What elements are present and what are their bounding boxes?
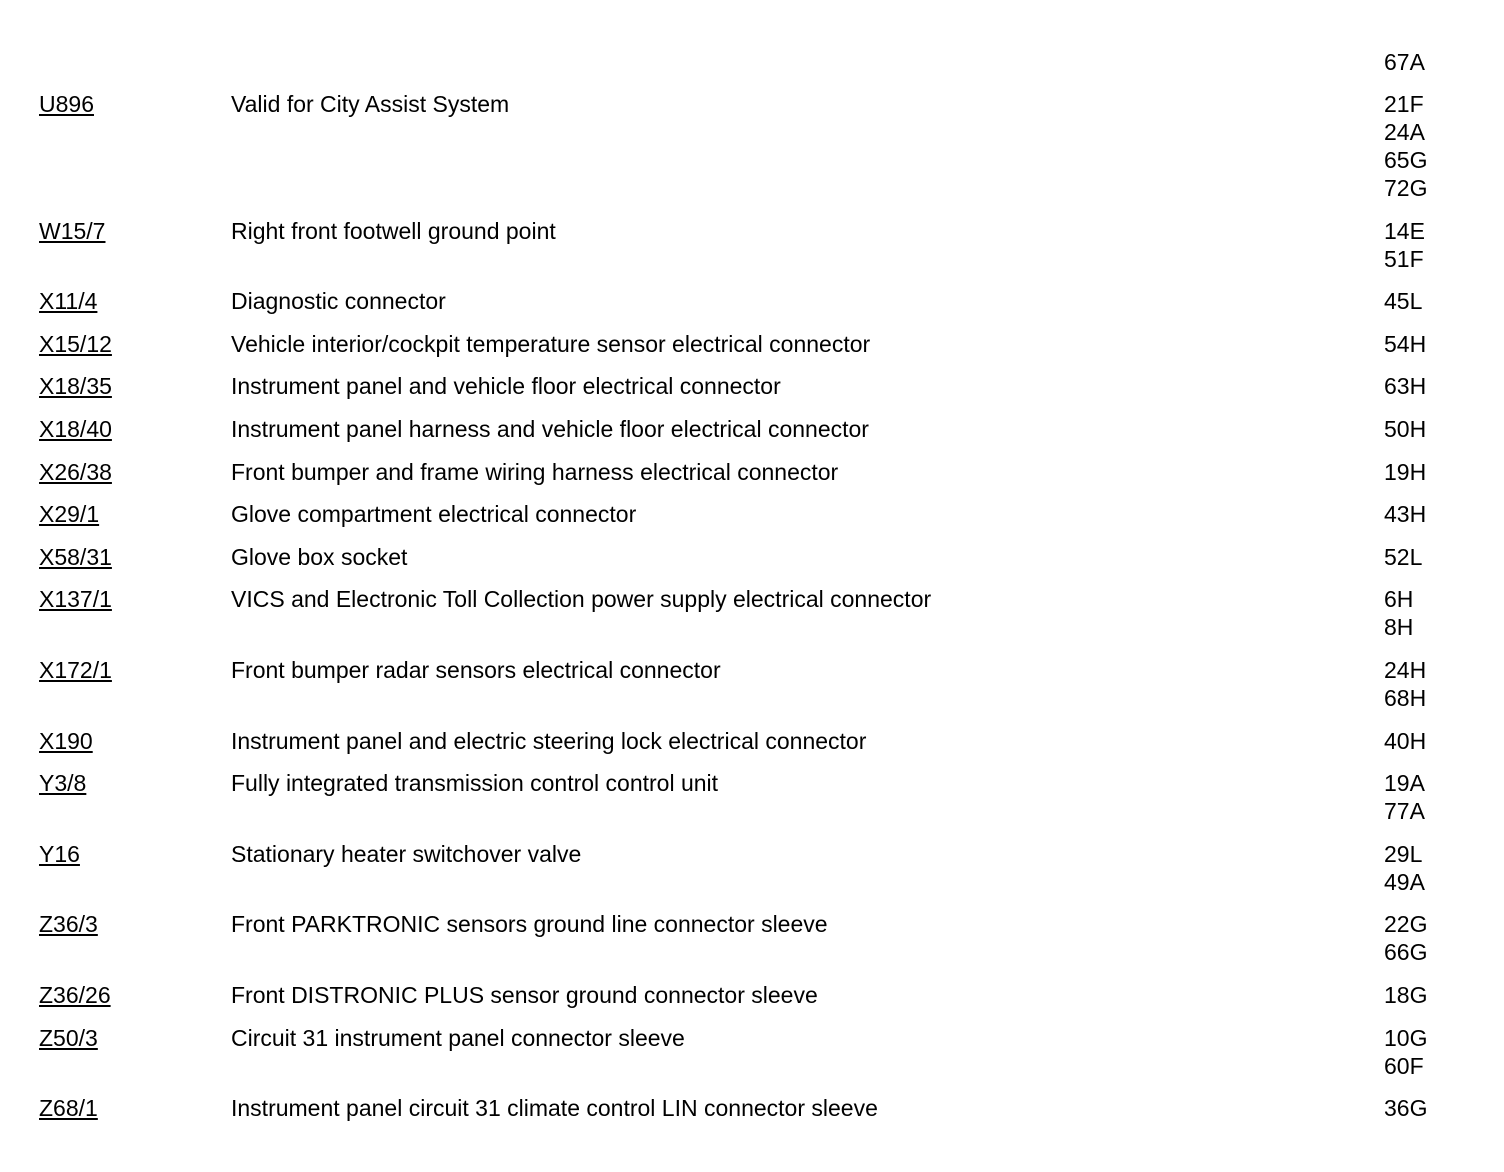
component-description: Front PARKTRONIC sensors ground line connector sleeve (231, 911, 828, 938)
component-code-link[interactable]: X172/1 (39, 656, 112, 683)
grid-ref: 51F (1384, 245, 1424, 272)
component-description: Fully integrated transmission control control unit (231, 770, 719, 797)
grid-refs (1384, 287, 1422, 315)
component-description: Right front footwell ground point (231, 217, 556, 244)
component-description: Diagnostic connector (231, 288, 446, 315)
grid-refs (1384, 656, 1426, 712)
grid-refs (1384, 543, 1422, 571)
component-code-link[interactable]: X190 (39, 727, 93, 754)
grid-refs (1384, 1094, 1427, 1122)
grid-ref: 60F (1384, 1052, 1424, 1079)
component-code-link[interactable]: Z68/1 (39, 1095, 98, 1122)
grid-ref: 68H (1384, 684, 1427, 711)
component-row (0, 1024, 1504, 1080)
component-description: Front bumper radar sensors electrical connector (231, 656, 721, 683)
component-row (0, 910, 1504, 966)
component-list (0, 90, 1504, 1137)
component-description: Valid for City Assist System (231, 91, 510, 117)
continued-grid-refs (1384, 48, 1425, 76)
component-code-link[interactable]: X18/40 (39, 415, 112, 442)
grid-refs (1384, 1024, 1427, 1080)
grid-ref: 22G (1384, 911, 1428, 938)
grid-refs (1384, 727, 1426, 755)
grid-ref: 21F (1384, 91, 1424, 117)
component-row (0, 287, 1504, 315)
component-row (0, 372, 1504, 400)
component-description: Glove box socket (231, 543, 408, 570)
component-row (0, 500, 1504, 528)
component-code-link[interactable]: X29/1 (39, 501, 100, 528)
grid-ref: 77A (1384, 798, 1425, 825)
component-row (0, 330, 1504, 358)
component-description: Front DISTRONIC PLUS sensor ground connector sleeve (231, 981, 818, 1008)
component-row (0, 217, 1504, 273)
grid-refs (1384, 840, 1425, 896)
grid-refs (1384, 90, 1427, 202)
grid-ref: 54H (1384, 330, 1427, 357)
component-row (0, 1094, 1504, 1122)
component-row (0, 656, 1504, 712)
component-code-link[interactable]: Z36/3 (39, 911, 98, 938)
grid-ref: 24A (1384, 119, 1425, 145)
grid-ref: 8H (1384, 614, 1414, 641)
component-description: VICS and Electronic Toll Collection power supply electrical connector (231, 586, 932, 613)
component-code-link[interactable]: X58/31 (39, 543, 112, 570)
grid-ref: 65G (1384, 147, 1428, 173)
component-description: Vehicle interior/cockpit temperature sensor electrical connector (231, 330, 871, 357)
grid-ref: 14E (1384, 217, 1425, 244)
component-code-link[interactable]: X26/38 (39, 458, 112, 485)
grid-refs (1384, 458, 1426, 486)
grid-ref: 43H (1384, 501, 1427, 528)
component-description: Instrument panel and vehicle floor electrical connector (231, 373, 781, 400)
grid-ref: 36G (1384, 1095, 1428, 1122)
grid-ref: 19A (1384, 770, 1425, 797)
grid-ref: 66G (1384, 939, 1428, 966)
component-row (0, 981, 1504, 1009)
component-row (0, 769, 1504, 825)
grid-refs (1384, 372, 1426, 400)
component-row (0, 585, 1504, 641)
component-row (0, 543, 1504, 571)
component-code-link[interactable]: Z50/3 (39, 1024, 98, 1051)
grid-ref: 67A (1384, 49, 1425, 75)
grid-refs (1384, 910, 1427, 966)
component-description: Instrument panel circuit 31 climate control LIN connector sleeve (231, 1095, 878, 1122)
component-description: Instrument panel and electric steering lock electrical connector (231, 727, 867, 754)
component-row (0, 727, 1504, 755)
grid-ref: 10G (1384, 1024, 1428, 1051)
grid-ref: 49A (1384, 868, 1425, 895)
component-code-link[interactable]: X15/12 (39, 330, 112, 357)
component-code-link[interactable]: Y3/8 (39, 770, 87, 797)
grid-ref: 29L (1384, 840, 1423, 867)
grid-refs (1384, 585, 1413, 641)
grid-ref: 19H (1384, 458, 1427, 485)
grid-refs (1384, 217, 1425, 273)
component-row (0, 415, 1504, 443)
component-code-link[interactable]: X11/4 (39, 288, 98, 315)
grid-ref: 24H (1384, 656, 1427, 683)
component-code-link[interactable]: U896 (39, 91, 94, 117)
component-code-link[interactable]: X137/1 (39, 586, 112, 613)
grid-ref: 45L (1384, 288, 1423, 315)
component-description: Stationary heater switchover valve (231, 840, 582, 867)
grid-ref: 18G (1384, 981, 1428, 1008)
grid-ref: 50H (1384, 415, 1427, 442)
component-code-link[interactable]: Y16 (39, 840, 80, 867)
component-row (0, 840, 1504, 896)
grid-refs (1384, 981, 1427, 1009)
component-description: Glove compartment electrical connector (231, 501, 637, 528)
component-row (0, 458, 1504, 486)
grid-ref: 52L (1384, 543, 1423, 570)
component-description: Instrument panel harness and vehicle floor electrical connector (231, 415, 869, 442)
grid-ref: 6H (1384, 586, 1414, 613)
grid-refs (1384, 500, 1426, 528)
grid-refs (1384, 415, 1426, 443)
grid-ref: 40H (1384, 727, 1427, 754)
component-code-link[interactable]: X18/35 (39, 373, 112, 400)
grid-ref: 72G (1384, 175, 1428, 201)
component-code-link[interactable]: W15/7 (39, 217, 106, 244)
component-code-link[interactable]: Z36/26 (39, 981, 111, 1008)
grid-ref: 63H (1384, 373, 1427, 400)
grid-refs (1384, 330, 1426, 358)
grid-refs (1384, 769, 1425, 825)
component-description: Circuit 31 instrument panel connector sleeve (231, 1024, 685, 1051)
component-description: Front bumper and frame wiring harness electrical connector (231, 458, 839, 485)
component-row (0, 90, 1504, 202)
